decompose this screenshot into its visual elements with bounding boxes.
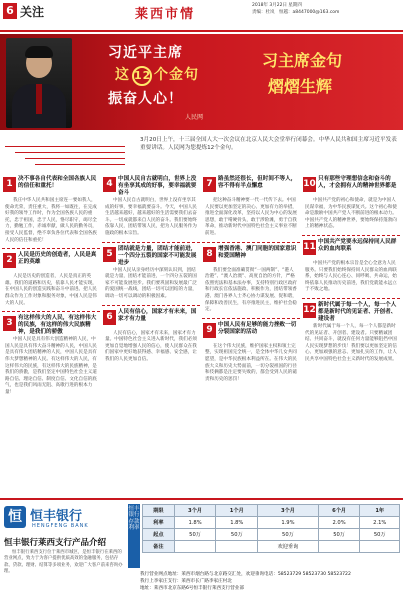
- page-number: 6: [3, 3, 17, 19]
- section-title: 关注: [20, 5, 45, 19]
- bank-advertisement: [0, 498, 403, 600]
- column-4-articles: [302, 175, 401, 368]
- article-number: 11: [303, 240, 316, 255]
- article-5: [102, 245, 201, 301]
- table-row: 起点 50万 50万 50万 50万 50万: [143, 529, 400, 541]
- article-title: 人民是历史的创造者，人民是真正的英雄: [18, 252, 97, 266]
- article-1: [2, 175, 101, 244]
- article-body: 中国共产党的初心和使命，就是为中国人民谋幸福，为中华民族谋复兴。这个初心和使命是激励中国共产党人不断前进的根本动力。中国共产党人的精神世界，要始终保持蓬勃向上的精神状态。: [305, 198, 397, 230]
- article-number: 7: [203, 177, 216, 192]
- article-body: 在这个伟大民族，维护国家主权和领土完整，实现祖国完全统一，是全体中华儿女共同愿望，是中华民族根本利益所在。在伟大的民族大义和历史大势面前，一切分裂祖国的行径和伎俩都是注定要失败的，都会受到人民的谴责和历史的惩罚！: [205, 343, 297, 382]
- bank-logo: [4, 504, 122, 534]
- table-row: 利率 1.8% 1.8% 1.9% 2.0% 2.1%: [143, 517, 400, 529]
- article-number: 1: [3, 177, 16, 192]
- article-body: 人民是历史的创造者，人民是真正的英雄。我们的道路和历史，依靠人民才能实现，在中国人民的创造实践和奋斗中前进。把人民群众作为工作对象和服务对象，中国人民是伟大的人民。: [5, 274, 97, 306]
- article-title: 中国人民有足够的能力挫败一切分裂国家的活动: [218, 321, 297, 335]
- article-number: 4: [103, 177, 116, 192]
- article-title: 只有那些守理想信念和奋斗的人，才会拥有人的精神世界都是: [318, 176, 397, 189]
- article-number: 12: [303, 303, 316, 318]
- article-title: 中国共产党要永远保持同人民群众的血肉联系: [318, 238, 397, 252]
- hero-banner: [0, 34, 403, 130]
- column-3-articles: [202, 175, 301, 387]
- column-left: [2, 175, 101, 400]
- article-body: 中国人民自古就明白，世界上没有坐享其成的好事，要幸福就要奋斗。今天，中国人民生活越来越好，越来越好的生活需要我们去奋斗。一切成就都来自人民的奋斗。我们要始终依靠人民，团结带领人民，把为人民服务作为施政的根本宗旨。: [105, 198, 197, 236]
- article-body: 把这种奋斗精神要一代一代传下去。中国人民要以更加坚定的决心、更加有力的举措，推进全面深化改革，坚持以人民为中心的发展思想，敢于啃硬骨头，敢于涉险滩，勇于自我革命，推动新时代中国特色社会主义事业不断前进。: [205, 198, 297, 236]
- article-body: 中国人民从亲身经历中深刻认识到，团结就是力量，团结才能前进，一个四分五裂的国家不可能发展进步。我们要巩固和发展最广泛的爱国统一战线，团结一切可以团结的力量，调动一切可以调动的积极因素。: [105, 267, 197, 299]
- article-body: 我们要全面准确贯彻“一国两制”、“港人治港”、“澳人治澳”、高度自治的方针，严格依照宪法和基本法办事，支持特别行政区政府和行政长官依法施政、积极作为，团结带领香港、澳门各界人士齐心协力谋发展、促和谐，保障和改善民生，有序推进民主，维护社会稳定。: [205, 267, 297, 313]
- article-number: 6: [103, 310, 116, 325]
- article-number: 9: [203, 323, 216, 338]
- article-10: [302, 175, 401, 231]
- watermark-logo: 人民网: [185, 114, 204, 121]
- article-6: [102, 308, 201, 364]
- article-title: 决不事各自代表和全国各族人民的信任和重托！: [18, 176, 97, 189]
- issue-meta: 2018年 3月22日 星期四 责编：杜岚 恒越：a8447000@163.com: [252, 3, 340, 15]
- ad-body: 恒丰银行莱西支行位于莱西市城区，是恒丰银行在莱西的营业网点，致力于为客户提供优质高效的金融服务，包括存款、贷款、理财、结算等多项业务，欢迎广大客户前来咨询办理。: [4, 550, 123, 575]
- article-7: [202, 175, 301, 238]
- masthead: 莱西市情: [135, 7, 196, 22]
- article-title: 有这样伟大的人民，有这样伟大的民族，有这样的伟大民族精神，是我们的骄傲: [18, 315, 97, 336]
- banner-headline-1: 习主席金句: [262, 51, 343, 70]
- portrait-photo: [6, 38, 72, 128]
- article-title: 人民有信心，国家才有未来，国家才有力量: [118, 308, 197, 322]
- article-12: [302, 301, 401, 364]
- article-number: 5: [103, 247, 116, 262]
- banner-line-3: 振奋人心！: [108, 91, 183, 107]
- table-row: 备注 欢迎垂询: [143, 541, 400, 553]
- article-body: 我庄中华人民共和国主席连一要如我人，使命光荣，责任重大，我将一如既往，在完成好我的领导工作时，作为全国各族人民的重托，忠于祖国，忠于人民，恪尽职守，竭尽全力，勤勉工作，赤诚奉献，做人民的勤务员，接受人民监督，绝不辜负各位代表和全国各族人民的信任和重托！: [5, 198, 97, 243]
- table-row: 期限 3个月 1个月 3个月 6个月 1年: [143, 505, 400, 517]
- article-number: 8: [203, 247, 216, 262]
- article-11: [302, 238, 401, 294]
- bank-logo-mark: 恒: [4, 506, 26, 528]
- banner-line-1: 习近平主席: [108, 45, 183, 61]
- page-header: [0, 0, 403, 32]
- article-body: 新时代属于每一个人，每一个人都是新时代的见证者、开创者、建设者。只要精诚团结、共同奋斗，就没有任何力量能够阻挡中国人民实现梦想的步伐！我们要以更加坚定的信心、更加顽强的意志、更加扎实的工作，让人民共享中国特色社会主义新时代的发展成果。: [305, 323, 397, 362]
- decorative-lines: [5, 140, 135, 170]
- article-number: 10: [303, 177, 316, 192]
- article-title: 团结就是力量，团结才能前进，一个四分五裂的国家不可能发展进步: [118, 245, 197, 266]
- ad-address: 我行营业网点地址：莱西市烟台路与北京路交汇处，欢迎垂询电话：58523729 58523730 58523722 我行上李家庄支行：莱西市长广路李家庄村北 地址：莱西市北京东路6号恒丰银行莱西支行营业部: [140, 572, 351, 591]
- article-body: 中国共产党的根本宗旨是全心全意为人民服务。只要我们始终保持同人民群众的血肉联系，始终与人民心连心、同呼吸、共命运，始终依靠人民推动历史前进，我们党就能永远立于不败之地。: [305, 260, 397, 293]
- ad-title: 恒丰银行莱西支行产品介绍: [4, 538, 107, 548]
- number-badge: 12: [132, 66, 152, 86]
- article-number: 3: [3, 316, 16, 331]
- article-body: 人民有信心，国家才有未来，国家才有力量。中国特色社会主义进入新时代，我们必须更加自觉地增强人民的信心，使人民群众在我们国家中更好地获得感、幸福感、安全感，让我们的人民更加自信。: [105, 330, 197, 362]
- article-2: [2, 251, 101, 307]
- article-title: 中国人民自古就明白，世界上没有坐享其成的好事，要幸福就要奋斗: [118, 176, 197, 196]
- bank-name: 恒丰银行: [30, 509, 83, 524]
- banner-line-2: 这 12 个金句: [115, 64, 199, 86]
- intro-paragraph: 3月20日上午，十三届全国人大一次会议在北京人民大会堂举行闭幕会。中华人民共和国主席习近平发表重要讲话。人民网为您提炼12个金句。: [140, 137, 397, 151]
- rate-table: [142, 504, 400, 553]
- article-body: 中国人民是具有伟大创造精神的人民，中国人民是具有伟大奋斗精神的人民，中国人民是具有伟大团结精神的人民，中国人民是具有伟大梦想精神的人民。有这样伟大的人民，有这样伟大的民族，有这样伟大的民族精神，是我们的骄傲，是我们坚定中国特色社会主义道路自信、理论自信、制度自信、文化自信的底气，也是我们风雨无阻、高歌行进的根本力量！: [5, 337, 97, 395]
- banner-headline-2: 熠熠生辉: [268, 77, 333, 96]
- article-8: [202, 245, 301, 314]
- article-9: [202, 321, 301, 384]
- article-3: [2, 314, 101, 396]
- article-title: 增强香港、澳门同胞的国家意识和爱国精神: [218, 245, 297, 259]
- article-4: [102, 175, 201, 238]
- bank-name-en: HENGFENG BANK: [32, 523, 89, 529]
- ad-sidebar-label: 恒丰银行存款利率: [128, 504, 140, 568]
- article-title: 路虽然还很长，但时间不等人，容不得有半点懈怠: [218, 176, 297, 189]
- column-middle: [102, 175, 201, 368]
- article-number: 2: [3, 253, 16, 268]
- article-title: 新时代属于每一个人，每一个人都是新时代的见证者、开创者、建设者: [318, 301, 397, 322]
